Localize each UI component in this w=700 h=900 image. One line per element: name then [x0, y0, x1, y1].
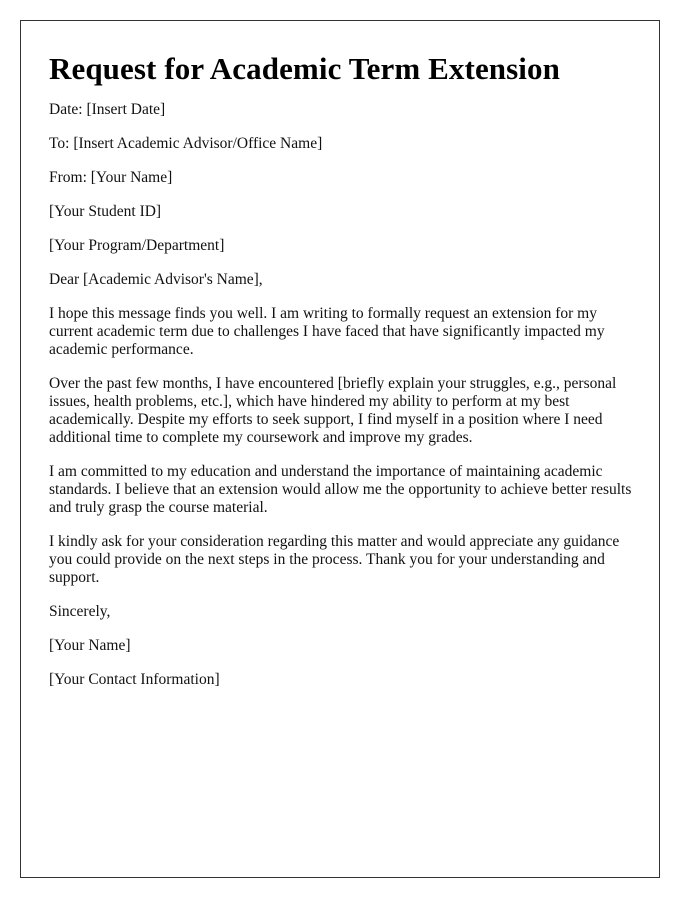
date-line: Date: [Insert Date]	[49, 101, 166, 118]
student-id-line: [Your Student ID]	[49, 203, 162, 220]
recipient-line: To: [Insert Academic Advisor/Office Name]	[49, 135, 323, 152]
letter-page	[20, 20, 660, 878]
closing: Sincerely,	[49, 603, 111, 620]
program-line: [Your Program/Department]	[49, 237, 225, 254]
letter-title: Request for Academic Term Extension	[49, 51, 560, 86]
sender-line: From: [Your Name]	[49, 169, 173, 186]
letter-content	[49, 51, 633, 705]
signature-contact: [Your Contact Information]	[49, 671, 220, 688]
body-paragraph-request: I kindly ask for your consideration regarding this matter and would appreciate any guidance you could provide on the next steps in the process. Thank you for your understanding and support.	[49, 533, 620, 586]
salutation: Dear [Academic Advisor's Name],	[49, 271, 263, 288]
signature-name: [Your Name]	[49, 637, 131, 654]
body-paragraph-commitment: I am committed to my education and understand the importance of maintaining academic standards. I believe that an extension would allow me the opportunity to achieve better results and truly grasp the course material.	[49, 463, 632, 516]
body-paragraph-struggles: Over the past few months, I have encountered [briefly explain your struggles, e.g., personal issues, health problems, etc.], which have hindered my ability to perform at my best academically. Despite my efforts to seek support, I find myself in a position where I need additional time to complete my coursework and improve my grades.	[49, 375, 617, 446]
body-paragraph-intro: I hope this message finds you well. I am writing to formally request an extension for my current academic term due to challenges I have faced that have significantly impacted my academic performance.	[49, 305, 605, 358]
